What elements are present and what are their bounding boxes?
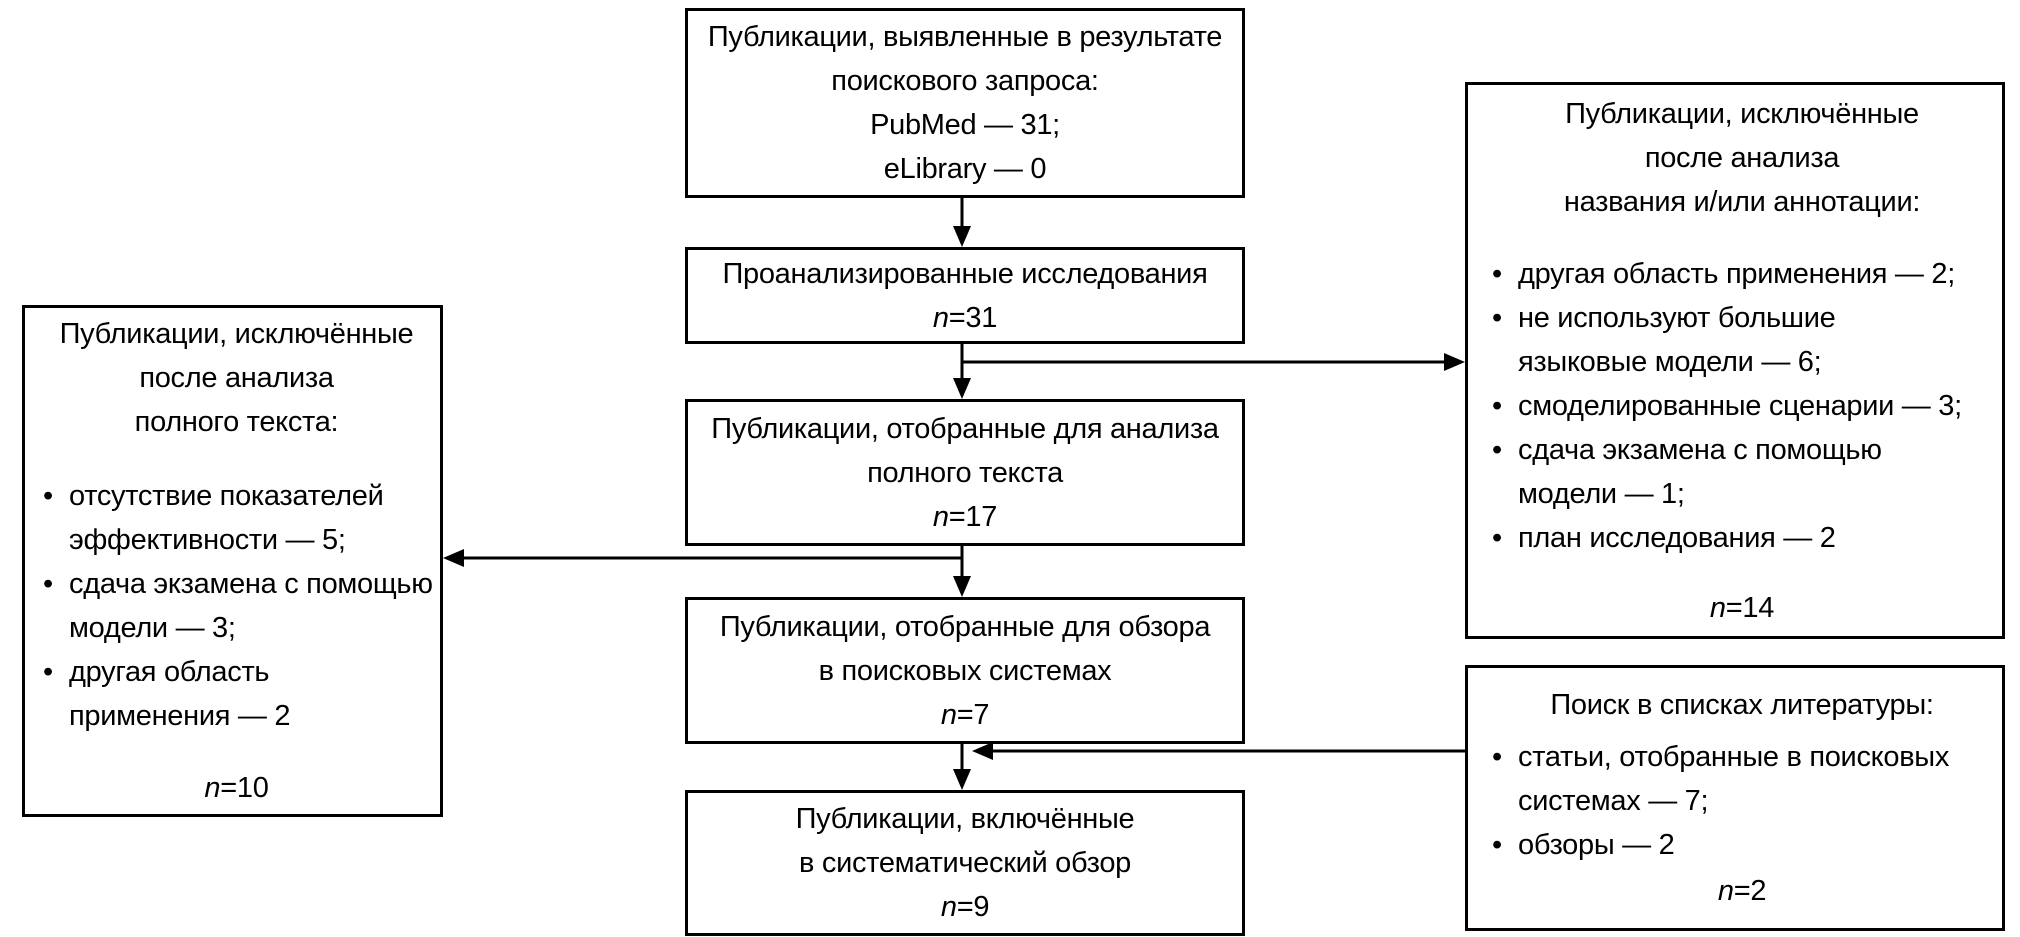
box-text-line: Публикации, отобранные для анализа bbox=[711, 412, 1219, 445]
list-item-text: смоделированные сценарии — 3; bbox=[1518, 389, 1962, 422]
box-fulltext-selection bbox=[685, 399, 1245, 546]
box-text-line: в поисковых системах bbox=[818, 654, 1112, 687]
box-title-line: названия и/или аннотации: bbox=[1563, 185, 1921, 218]
arrow-analyzed-to-fulltext bbox=[953, 344, 971, 399]
list-item-text: сдача экзамена с помощью bbox=[69, 568, 433, 600]
bullet-icon: • bbox=[1492, 257, 1502, 290]
box-text-line: PubMed — 31; bbox=[870, 109, 1060, 141]
arrow-fulltext-to-search-review bbox=[953, 546, 971, 597]
list-item-text: статьи, отобранные в поисковых bbox=[1518, 741, 1950, 773]
count-label bbox=[688, 885, 1242, 929]
box-identified-records bbox=[685, 8, 1245, 198]
box-title-line: Поиск в списках литературы: bbox=[1550, 689, 1934, 721]
box-title-line: после анализа bbox=[139, 362, 334, 394]
count-label bbox=[1488, 586, 1996, 630]
n-value: =14 bbox=[1725, 591, 1775, 624]
list-item bbox=[1488, 296, 1996, 384]
list-item bbox=[39, 650, 434, 738]
box-text-line: Публикации, отобранные для обзора bbox=[719, 610, 1211, 643]
box-title-line: полного текста: bbox=[134, 406, 339, 438]
n-value: =31 bbox=[948, 301, 998, 334]
bullet-icon: • bbox=[43, 568, 53, 600]
list-item bbox=[39, 562, 434, 650]
box-title-line: Публикации, исключённые bbox=[59, 318, 414, 350]
arrow-search-review-to-included bbox=[953, 744, 971, 790]
n-value: =9 bbox=[956, 891, 990, 923]
exclusion-reasons-list bbox=[39, 474, 434, 738]
list-item bbox=[1488, 384, 1996, 428]
n-symbol: n bbox=[1717, 875, 1734, 907]
arrow-identified-to-analyzed bbox=[953, 198, 971, 247]
box-excluded-fulltext bbox=[22, 305, 443, 817]
list-item bbox=[39, 474, 434, 562]
list-item bbox=[1488, 735, 1996, 823]
box-text-line: полного текста bbox=[867, 456, 1063, 489]
exclusion-reasons-list bbox=[1488, 252, 1996, 560]
box-search-engine-review bbox=[685, 597, 1245, 744]
list-item-text: обзоры — 2 bbox=[1518, 829, 1675, 861]
n-value: =7 bbox=[956, 698, 990, 731]
bullet-icon: • bbox=[1492, 829, 1502, 861]
arrow-branch-to-fulltext-exclusion bbox=[443, 549, 962, 567]
list-item-text: языковые модели — 6; bbox=[1518, 345, 1822, 378]
box-included-systematic-review bbox=[685, 790, 1245, 936]
box-text-line: eLibrary — 0 bbox=[883, 153, 1047, 185]
box-title-line: после анализа bbox=[1644, 141, 1840, 174]
box-excluded-title-abstract bbox=[1465, 82, 2005, 639]
box-title-line: Публикации, исключённые bbox=[1565, 97, 1919, 130]
box-reference-list-search bbox=[1465, 665, 2005, 931]
reference-search-list bbox=[1488, 735, 1996, 867]
bullet-icon: • bbox=[1492, 433, 1502, 466]
n-symbol: n bbox=[204, 772, 221, 804]
list-item-text: модели — 3; bbox=[69, 612, 236, 644]
n-symbol: n bbox=[932, 301, 949, 334]
list-item-text: отсутствие показателей bbox=[69, 480, 384, 512]
list-item-text: модели — 1; bbox=[1518, 477, 1685, 510]
bullet-icon: • bbox=[1492, 521, 1502, 554]
count-label bbox=[1488, 869, 1996, 913]
list-item-text: другая область применения — 2; bbox=[1518, 257, 1955, 290]
box-text-line: Проанализированные исследования bbox=[722, 257, 1208, 290]
n-value: =10 bbox=[220, 772, 269, 804]
list-item-text: системах — 7; bbox=[1518, 785, 1709, 817]
list-item-text: сдача экзамена с помощью bbox=[1518, 433, 1882, 466]
bullet-icon: • bbox=[1492, 741, 1502, 773]
bullet-icon: • bbox=[43, 656, 53, 688]
box-analyzed-studies bbox=[685, 247, 1245, 344]
arrow-branch-to-title-abstract-exclusion bbox=[962, 353, 1465, 371]
box-text-line: Публикации, включённые bbox=[795, 803, 1135, 835]
list-item bbox=[1488, 428, 1996, 516]
list-item-text: план исследования — 2 bbox=[1518, 521, 1836, 554]
list-item bbox=[1488, 516, 1996, 560]
box-text-line: поискового запроса: bbox=[831, 65, 1099, 97]
bullet-icon: • bbox=[1492, 389, 1502, 422]
box-text-line: в систематический обзор bbox=[799, 847, 1131, 879]
n-symbol: n bbox=[1709, 591, 1726, 624]
list-item-text: применения — 2 bbox=[69, 700, 291, 732]
list-item-text: другая область bbox=[69, 656, 270, 688]
n-symbol: n bbox=[932, 500, 949, 533]
bullet-icon: • bbox=[1492, 301, 1502, 334]
list-item-text: эффективности — 5; bbox=[69, 524, 346, 556]
bullet-icon: • bbox=[43, 480, 53, 512]
n-value: =2 bbox=[1733, 875, 1767, 907]
arrow-reference-search-to-flow bbox=[972, 742, 1465, 760]
count-label bbox=[688, 495, 1242, 539]
n-symbol: n bbox=[940, 891, 957, 923]
n-value: =17 bbox=[948, 500, 998, 533]
box-text-line: Публикации, выявленные в результате bbox=[707, 21, 1223, 53]
count-label bbox=[688, 296, 1242, 340]
list-item bbox=[1488, 252, 1996, 296]
count-label bbox=[39, 766, 434, 810]
list-item bbox=[1488, 823, 1996, 867]
n-symbol: n bbox=[940, 698, 957, 731]
count-label bbox=[688, 693, 1242, 737]
list-item-text: не используют большие bbox=[1518, 301, 1836, 334]
